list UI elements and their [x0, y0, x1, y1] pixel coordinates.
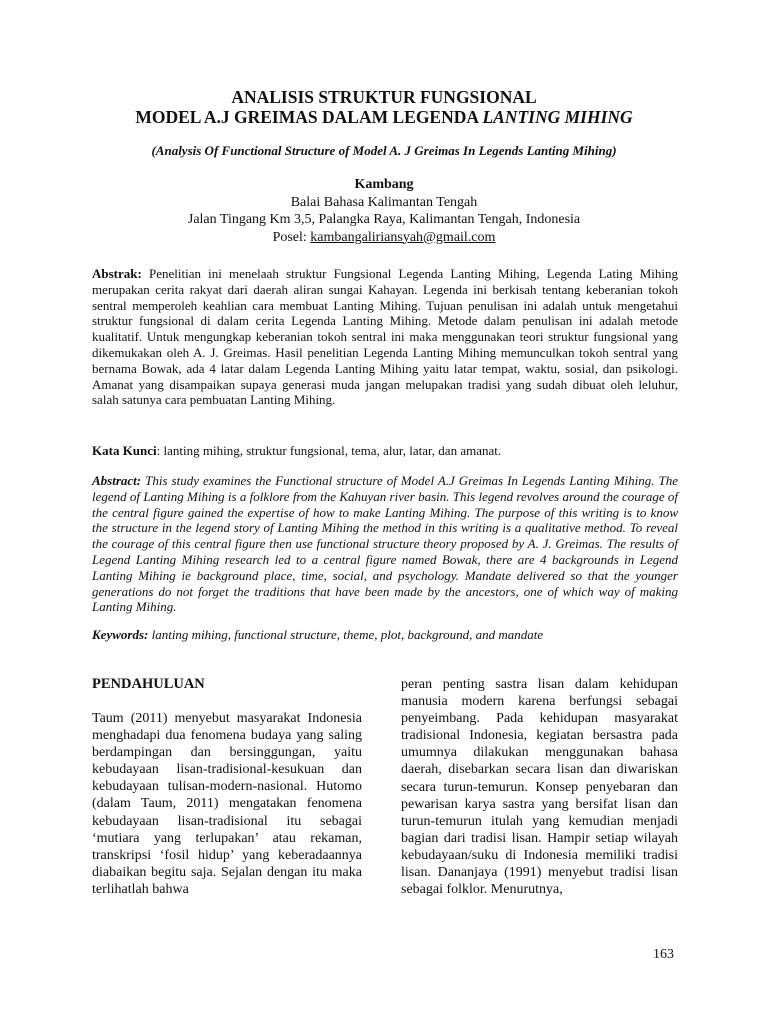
section-heading-pendahuluan: PENDAHULUAN — [92, 676, 205, 692]
page-number: 163 — [653, 947, 674, 962]
author-email-line — [60, 229, 708, 247]
title-line-2 — [60, 107, 708, 127]
kata-kunci-text: : lanting mihing, struktur fungsional, tema, alur, latar, dan amanat. — [156, 443, 502, 458]
email-link[interactable]: kambangaliriansyah@gmail.com — [310, 229, 496, 245]
body-column-left: Taum (2011) menyebut masyarakat Indonesia menghadapi dua fenomena budaya yang saling berdampingan dan bersinggungan, yaitu kebudayaan lisan-tradisional-kesukuan dan kebudayaan tulisan-modern-nasional. Hutomo (dalam Taum, 2011) mengatakan fenomena kebudayaan lisan-tradisional itu sebagai ‘mutiara yang terlupakan’ atau rekaman, transkripsi ‘fosil hidup’ yang keberadaannya diabaikan begitu saja. Sejalan dengan itu maka terlihatlah bahwa — [92, 711, 362, 897]
abstrak-paragraph — [92, 266, 678, 408]
english-subtitle: (Analysis Of Functional Structure of Model A. J Greimas In Legends Lanting Mihing) — [151, 143, 617, 158]
title-line-2-italic: LANTING MIHING — [482, 107, 633, 127]
author-block — [60, 176, 708, 246]
body-column-right: peran penting sastra lisan dalam kehidupan manusia modern karena berfungsi sebagai penyeimbang. Pada kehidupan masyarakat tradisional Indonesia, kegiatan bersastra pada umumnya dilakukan menggunakan bahasa daerah, disebarkan secara lisan dan diwariskan secara turun-temurun. Konsep penyebaran dan pewarisan karya sastra yang bersifat lisan dan turun-temurun itulah yang kemudian menjadi bagian dari tradisi lisan. Hampir setiap wilayah kebudayaan/suku di Indonesia memiliki tradisi lisan. Dananjaya (1991) menyebut tradisi lisan sebagai folklor. Menurutnya, — [401, 677, 678, 898]
author-address: Jalan Tingang Km 3,5, Palangka Raya, Kalimantan Tengah, Indonesia — [187, 212, 581, 227]
keywords-text: lanting mihing, functional structure, theme, plot, background, and mandate — [148, 627, 544, 642]
email-label: Posel: — [272, 229, 311, 245]
author-affiliation: Balai Bahasa Kalimantan Tengah — [290, 194, 478, 210]
abstract-paragraph — [92, 473, 678, 615]
abstract-label: Abstract: — [92, 473, 142, 488]
author-name: Kambang — [354, 177, 414, 192]
keywords-label: Keywords: — [92, 627, 149, 642]
title-line-1: ANALISIS STRUKTUR FUNGSIONAL — [231, 87, 537, 107]
keywords-paragraph — [92, 627, 678, 643]
kata-kunci-label: Kata Kunci — [92, 443, 157, 458]
abstract-text: This study examines the Functional structure of Model A.J Greimas In Legends Lanting Mihing. The legend of Lanting Mihing is a folklore from the Kahuyan river basin. This legend revolves around the courage of the central figure gained the expertise of how to make Lanting Mihing. The purpose of this writing is to know the structure in the legend story of Lanting Mihing the method in this writing is a qualitative method. To reveal the courage of this central figure then use functional structure theory proposed by A. J. Greimas. The results of Legend Lanting Mihing research led to a central figure named Bowak, there are 4 backgrounds in Legend Lanting Mihing ie background place, time, social, and psychology. Mandate delivered so that the younger generations do not forget the traditions that have been made by the ancestors, one of which way of making Lanting Mihing. — [92, 473, 678, 615]
abstrak-label: Abstrak: — [92, 266, 142, 281]
title-line-2-normal: MODEL A.J GREIMAS DALAM LEGENDA — [135, 107, 483, 127]
kata-kunci-paragraph — [92, 443, 678, 459]
abstrak-text: Penelitian ini menelaah struktur Fungsional Legenda Lanting Mihing, Legenda Lating Mihing merupakan cerita rakyat dari daerah aliran sungai Kahayan. Legenda ini berkisah tentang keberanian tokoh sentral memperoleh keahlian cara membuat Lanting Mihing. Tujuan penulisan ini adalah untuk mengetahui struktur fungsional di dalam cerita Legenda Lanting Mihing. Metode dalam penulisan ini adalah metode kualitatif. Untuk mengungkap keberanian tokoh sentral ini maka menggunakan teori struktur fungsional yang dikemukakan oleh A. J. Greimas. Hasil penelitian Legenda Lanting Mihing memunculkan tokoh sentral yang bernama Bowak, ada 4 latar dalam Legenda Lanting Mihing yaitu latar tempat, waktu, sosial, dan psikologi. Amanat yang disampaikan supaya generasi muda jangan melupakan tradisi yang sudah dibuat oleh leluhur, salah satunya cara pembuatan Lanting Mihing. — [92, 266, 678, 408]
